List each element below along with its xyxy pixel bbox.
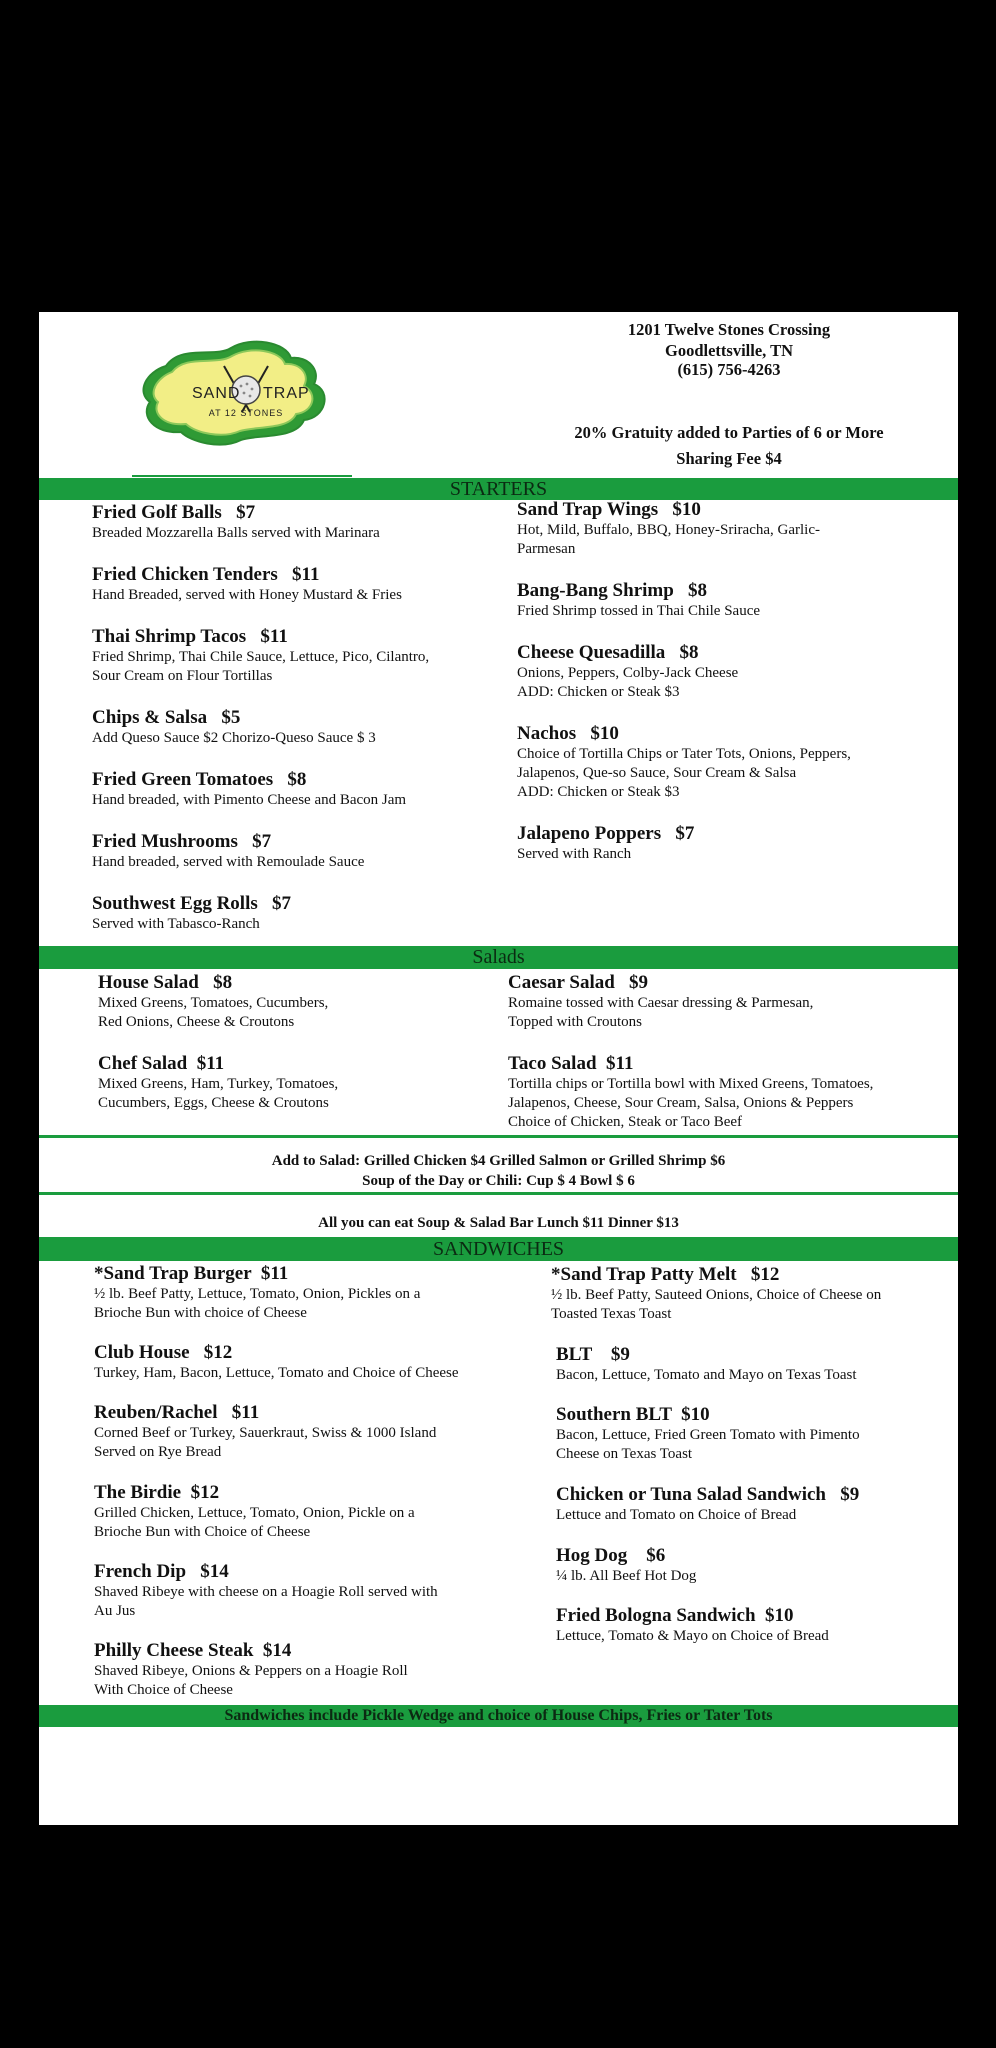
logo-divider	[132, 475, 352, 477]
item-name: The Birdie $12	[94, 1482, 220, 1503]
item-name: Taco Salad $11	[508, 1053, 634, 1074]
item-desc: Mixed Greens, Tomatoes, Cucumbers, Red Onions, Cheese & Croutons	[98, 995, 329, 1030]
item-desc: ½ lb. Beef Patty, Lettuce, Tomato, Onion, Pickles on a Brioche Bun with choice of Cheese	[94, 1286, 421, 1321]
item-desc: Hand breaded, with Pimento Cheese and Bacon Jam	[92, 792, 407, 808]
salad-item	[508, 1053, 948, 1132]
starter-item	[92, 831, 492, 872]
starter-item	[517, 823, 917, 864]
sandwiches-footer: Sandwiches include Pickle Wedge and choice of House Chips, Fries or Tater Tots	[39, 1705, 958, 1727]
sandwich-item	[556, 1484, 956, 1525]
menu-page	[39, 312, 958, 1825]
item-desc: Bacon, Lettuce, Tomato and Mayo on Texas Toast	[556, 1367, 857, 1383]
soup-prices: Soup of the Day or Chili: Cup $ 4 Bowl $ 6	[362, 1173, 635, 1189]
item-name: BLT $9	[556, 1344, 630, 1365]
logo-text-left: SAND	[192, 385, 241, 402]
item-name: Southwest Egg Rolls $7	[92, 893, 291, 914]
starter-item	[517, 580, 917, 621]
item-name: Fried Green Tomatoes $8	[92, 769, 307, 790]
item-desc: Lettuce, Tomato & Mayo on Choice of Bread	[556, 1628, 829, 1644]
item-name: Chicken or Tuna Salad Sandwich $9	[556, 1484, 860, 1505]
item-name: Southern BLT $10	[556, 1404, 710, 1425]
sandwiches-heading: SANDWICHES	[39, 1237, 958, 1261]
address-line2: Goodlettsville, TN	[664, 341, 794, 360]
starter-item	[92, 626, 492, 686]
item-desc: Served with Tabasco-Ranch	[92, 916, 260, 932]
sandwich-item	[556, 1344, 956, 1385]
item-desc: Turkey, Ham, Bacon, Lettuce, Tomato and Choice of Cheese	[94, 1365, 459, 1381]
sharing-fee: Sharing Fee $4	[676, 449, 782, 468]
item-name: Reuben/Rachel $11	[94, 1402, 260, 1423]
item-desc: Shaved Ribeye, Onions & Peppers on a Hoagie Roll With Choice of Cheese	[94, 1663, 408, 1698]
sandwich-item	[556, 1404, 956, 1464]
item-name: Fried Golf Balls $7	[92, 502, 256, 523]
salad-divider-top	[39, 1135, 958, 1138]
salad-bar-prices: All you can eat Soup & Salad Bar Lunch $11 Dinner $13	[318, 1215, 679, 1231]
item-desc: Hand Breaded, served with Honey Mustard & Fries	[92, 587, 402, 603]
item-desc: Served with Ranch	[517, 846, 632, 862]
item-desc: Grilled Chicken, Lettuce, Tomato, Onion, Pickle on a Brioche Bun with Choice of Cheese	[94, 1505, 415, 1540]
item-name: Hog Dog $6	[556, 1545, 666, 1566]
starter-item	[92, 502, 492, 543]
salads-heading: Salads	[39, 946, 958, 969]
sandwich-item	[94, 1263, 514, 1323]
sandwich-item	[94, 1342, 514, 1383]
starter-item	[517, 723, 937, 802]
sandwich-item	[94, 1402, 514, 1462]
logo-text-right: TRAP	[263, 385, 310, 402]
sandwich-item	[94, 1640, 514, 1700]
item-desc: Choice of Tortilla Chips or Tater Tots, Onions, Peppers, Jalapenos, Que-so Sauce, Sour Cream & Salsa ADD: Chicken or Steak $3	[517, 746, 851, 800]
item-name: *Sand Trap Patty Melt $12	[551, 1264, 780, 1285]
item-name: Fried Chicken Tenders $11	[92, 564, 320, 585]
item-name: Thai Shrimp Tacos $11	[92, 626, 288, 647]
item-desc: ¼ lb. All Beef Hot Dog	[556, 1568, 697, 1584]
item-desc: Breaded Mozzarella Balls served with Marinara	[92, 525, 380, 541]
item-desc: Bacon, Lettuce, Fried Green Tomato with Pimento Cheese on Texas Toast	[556, 1427, 860, 1462]
item-name: Fried Bologna Sandwich $10	[556, 1605, 794, 1626]
salad-item	[508, 972, 938, 1032]
item-desc: Lettuce and Tomato on Choice of Bread	[556, 1507, 797, 1523]
item-name: Nachos $10	[517, 723, 619, 744]
item-name: Fried Mushrooms $7	[92, 831, 272, 852]
starter-item	[92, 564, 492, 605]
item-name: French Dip $14	[94, 1561, 229, 1582]
starter-item	[92, 707, 492, 748]
item-desc: Romaine tossed with Caesar dressing & Parmesan, Topped with Croutons	[508, 995, 814, 1030]
sandwich-item	[94, 1561, 514, 1621]
item-desc: Hot, Mild, Buffalo, BBQ, Honey-Sriracha, Garlic- Parmesan	[517, 522, 820, 557]
item-desc: Onions, Peppers, Colby-Jack Cheese ADD: Chicken or Steak $3	[517, 665, 739, 700]
item-desc: Add Queso Sauce $2 Chorizo-Queso Sauce $ 3	[92, 730, 376, 746]
item-name: Caesar Salad $9	[508, 972, 649, 993]
item-name: Bang-Bang Shrimp $8	[517, 580, 708, 601]
starter-item	[517, 499, 917, 559]
item-name: Cheese Quesadilla $8	[517, 642, 699, 663]
item-name: Philly Cheese Steak $14	[94, 1640, 292, 1661]
sandwich-item	[556, 1545, 956, 1586]
logo-subtext: AT 12 STONES	[208, 408, 284, 418]
salad-item	[98, 972, 498, 1032]
item-name: Chips & Salsa $5	[92, 707, 241, 728]
item-desc: Shaved Ribeye with cheese on a Hoagie Roll served with Au Jus	[94, 1584, 438, 1619]
item-desc: ½ lb. Beef Patty, Sauteed Onions, Choice of Cheese on Toasted Texas Toast	[551, 1287, 882, 1322]
sandwich-item	[551, 1264, 951, 1324]
starter-item	[92, 769, 492, 810]
item-name: Club House $12	[94, 1342, 233, 1363]
starter-item	[92, 893, 492, 934]
item-desc: Fried Shrimp, Thai Chile Sauce, Lettuce, Pico, Cilantro, Sour Cream on Flour Tortillas	[92, 649, 430, 684]
item-name: Chef Salad $11	[98, 1053, 225, 1074]
starters-heading: STARTERS	[39, 478, 958, 500]
item-desc: Mixed Greens, Ham, Turkey, Tomatoes, Cucumbers, Eggs, Cheese & Croutons	[98, 1076, 339, 1111]
item-name: Jalapeno Poppers $7	[517, 823, 695, 844]
sandwich-item	[94, 1482, 514, 1542]
item-desc: Tortilla chips or Tortilla bowl with Mixed Greens, Tomatoes, Jalapenos, Cheese, Sour Cream, Salsa, Onions & Peppers Choice of Chicken, Steak or Taco Beef	[508, 1076, 874, 1130]
gratuity-note: 20% Gratuity added to Parties of 6 or More	[574, 423, 884, 442]
item-desc: Corned Beef or Turkey, Sauerkraut, Swiss & 1000 Island Served on Rye Bread	[94, 1425, 437, 1460]
item-name: *Sand Trap Burger $11	[94, 1263, 289, 1284]
salad-divider-bottom	[39, 1192, 958, 1195]
item-name: Sand Trap Wings $10	[517, 499, 701, 520]
phone-number: (615) 756-4263	[677, 360, 781, 379]
address-line1: 1201 Twelve Stones Crossing	[627, 320, 831, 339]
add-to-salad: Add to Salad: Grilled Chicken $4 Grilled Salmon or Grilled Shrimp $6	[271, 1153, 726, 1169]
salad-item	[98, 1053, 498, 1113]
item-desc: Hand breaded, served with Remoulade Sauce	[92, 854, 365, 870]
item-name: House Salad $8	[98, 972, 233, 993]
sandwich-item	[556, 1605, 956, 1646]
starter-item	[517, 642, 917, 702]
item-desc: Fried Shrimp tossed in Thai Chile Sauce	[517, 603, 761, 619]
sand-trap-logo	[136, 336, 356, 456]
